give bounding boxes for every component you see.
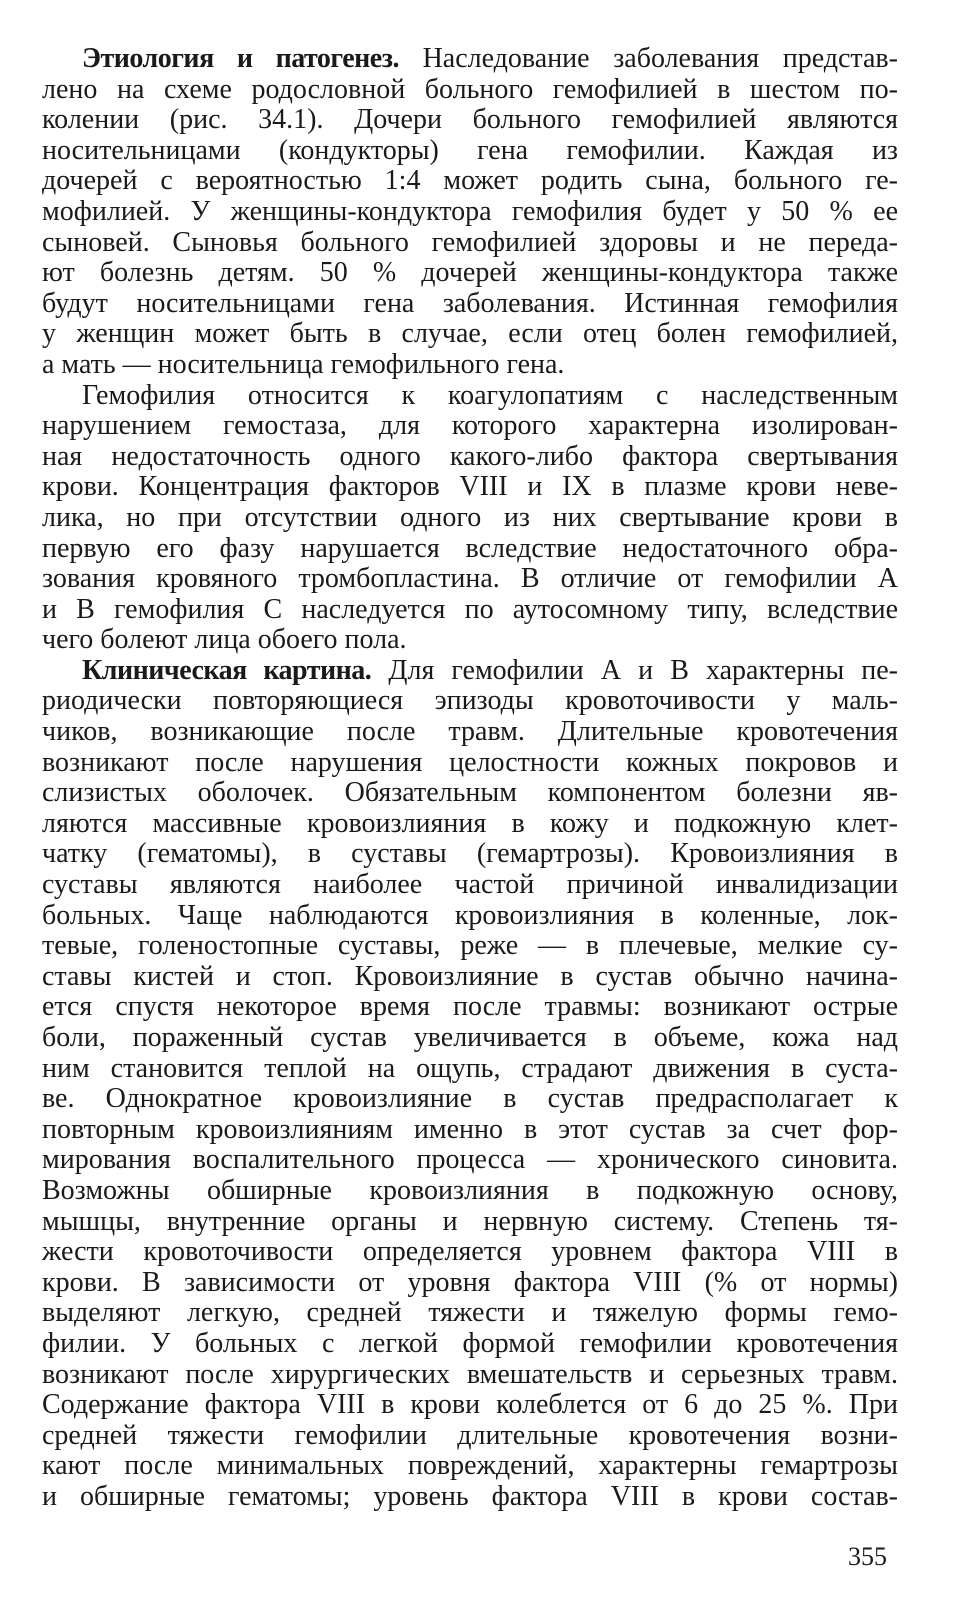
text-line: чиков, возникающие после травм. Длительные кровотечения <box>42 716 898 748</box>
text-line: Этиология и патогенез. Наследование заболевания представ- <box>82 43 898 74</box>
text-line: чатку (гематомы), в суставы (гемартрозы). Кровоизлияния в <box>42 838 898 870</box>
text-line: больных. Чаще наблюдаются кровоизлияния в коленные, лок- <box>42 899 898 931</box>
section-heading-clinical: Клиническая картина. <box>82 654 372 686</box>
text-line: повторным кровоизлияниям именно в этот сустав за счет фор- <box>42 1113 898 1145</box>
text-line: ве. Однократное кровоизлияние в сустав предрасполагает к <box>42 1083 898 1115</box>
paragraph-coagulopathy <box>42 381 898 656</box>
text-line: нарушением гемостаза, для которого характерна изолирован- <box>42 410 898 442</box>
text-line: Клиническая картина. Для гемофилии А и В характерны пе- <box>82 654 898 686</box>
text-line: Содержание фактора VIII в крови колеблется от 6 до 25 %. При <box>42 1389 898 1421</box>
section-heading-etiology: Этиология и патогенез. <box>82 43 399 74</box>
text-line: кают после минимальных повреждений, характерны гемартрозы <box>42 1450 898 1482</box>
paragraph-clinical <box>42 656 898 1513</box>
text-line: носительницами (кондукторы) гена гемофилии. Каждая из <box>42 134 898 166</box>
text-line: возникают после нарушения целостности кожных покровов и <box>42 746 898 778</box>
text-line: у женщин может быть в случае, если отец болен гемофилией, <box>42 318 898 350</box>
text-line: ним становится теплой на ощупь, страдают движения в суста- <box>42 1052 898 1084</box>
page-number: 355 <box>848 1542 887 1571</box>
text-line: мофилией. У женщины-кондуктора гемофилия будет у 50 % ее <box>42 195 898 227</box>
text-line: ная недостаточность одного какого-либо фактора свертывания <box>42 440 898 472</box>
text-line: и обширные гематомы; уровень фактора VIII в крови состав- <box>42 1480 898 1512</box>
text-line: жести кровоточивости определяется уровнем фактора VIII в <box>42 1236 898 1268</box>
text-line: мирования воспалительного процесса — хронического синовита. <box>42 1144 898 1176</box>
text-line: крови. В зависимости от уровня фактора VIII (% от нормы) <box>42 1266 898 1298</box>
text-line: боли, пораженный сустав увеличивается в объеме, кожа над <box>42 1022 898 1053</box>
text-line: филии. У больных с легкой формой гемофилии кровотечения <box>42 1327 898 1359</box>
text-line: мышцы, внутренние органы и нервную систему. Степень тя- <box>42 1205 898 1237</box>
text-line: будут носительницами гена заболевания. Истинная гемофилия <box>42 287 898 319</box>
text-line: ют болезнь детям. 50 % дочерей женщины-кондуктора также <box>42 257 898 289</box>
text-line: колении (рис. 34.1). Дочери больного гемофилией являются <box>42 104 898 136</box>
text-line: выделяют легкую, средней тяжести и тяжелую формы гемо- <box>42 1297 898 1329</box>
text-line: ется спустя некоторое время после травмы: возникают острые <box>42 991 898 1023</box>
text-line: слизистых оболочек. Обязательным компонентом болезни яв- <box>42 777 898 809</box>
text-line: средней тяжести гемофилии длительные кровотечения возни- <box>42 1419 898 1451</box>
text-line: и В гемофилия С наследуется по аутосомному типу, вследствие <box>42 593 898 625</box>
text-line: Гемофилия относится к коагулопатиям с наследственным <box>82 379 898 411</box>
text-line: тевые, голеностопные суставы, реже — в плечевые, мелкие су- <box>42 930 898 962</box>
text-line: Возможны обширные кровоизлияния в подкожную основу, <box>42 1174 898 1206</box>
text-line: крови. Концентрация факторов VIII и IX в плазме крови неве- <box>42 471 898 503</box>
text-line: зования кровяного тромбопластина. В отличие от гемофилии А <box>42 563 898 595</box>
text-line: ставы кистей и стоп. Кровоизлияние в сустав обычно начина- <box>42 960 898 992</box>
text-line: лика, но при отсутствии одного из них свертывание крови в <box>42 501 898 533</box>
text-line: ляются массивные кровоизлияния в кожу и подкожную клет- <box>42 807 898 839</box>
text-line: риодически повторяющиеся эпизоды кровоточивости у маль- <box>42 685 898 717</box>
text-line: чего болеют лица обоего пола. <box>42 624 407 656</box>
text-line: возникают после хирургических вмешательств и серьезных травм. <box>42 1358 898 1390</box>
text-line: а мать — носительница гемофильного гена. <box>42 348 565 380</box>
text-line: суставы являются наиболее частой причиной инвалидизации <box>42 869 898 901</box>
page-body <box>42 44 898 1544</box>
text-line: дочерей с вероятностью 1:4 может родить сына, больного ге- <box>42 165 898 197</box>
paragraph-etiology <box>42 44 898 381</box>
text-line: первую его фазу нарушается вследствие недостаточного обра- <box>42 532 898 564</box>
text-line: сыновей. Сыновья больного гемофилией здоровы и не переда- <box>42 226 898 258</box>
text-line: лено на схеме родословной больного гемофилией в шестом по- <box>42 73 898 105</box>
